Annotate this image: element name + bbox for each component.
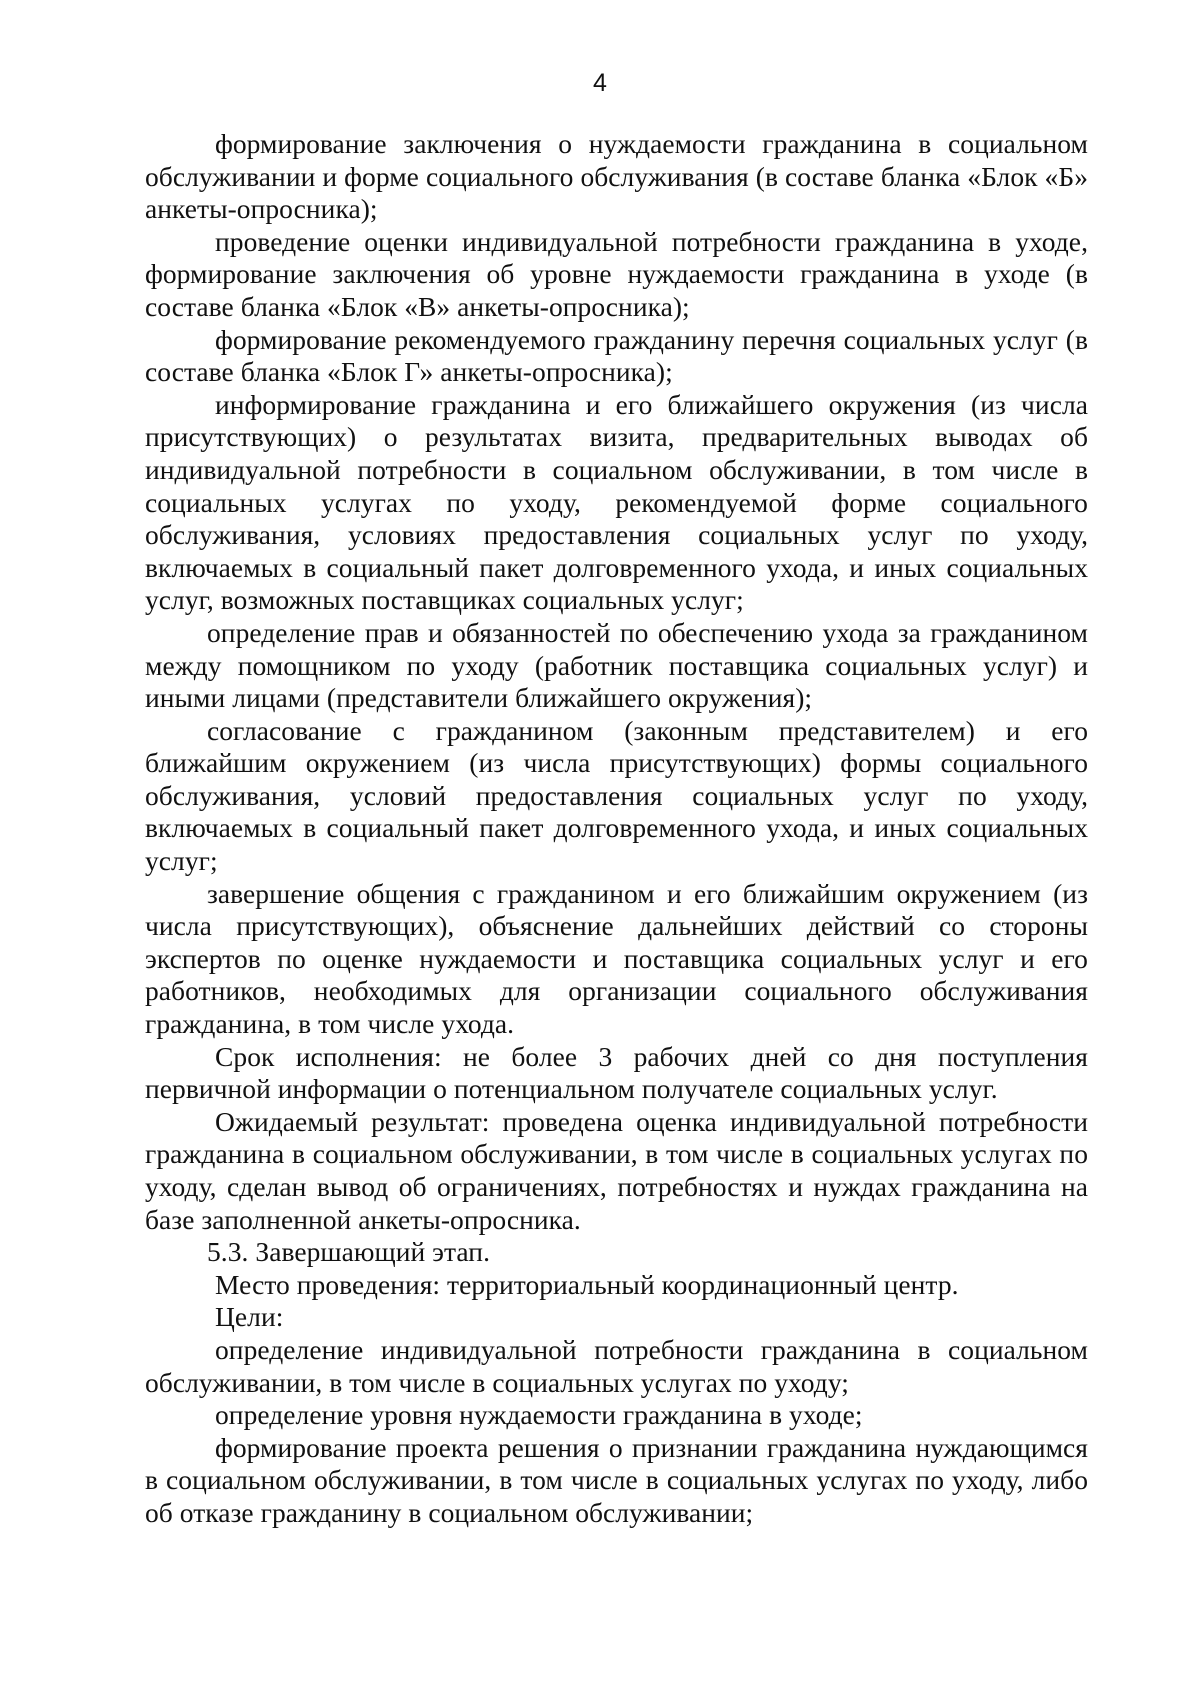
paragraph-rights-duties: определение прав и обязанностей по обеспечению ухода за гражданином между помощником по уходу (работник поставщика социальных услуг) и иными лицами (представители ближайшего окружения); — [145, 616, 1088, 714]
paragraph-completion: завершение общения с гражданином и его ближайшим окружением (из числа присутствующих), объяснение дальнейших действий со стороны экспертов по оценке нуждаемости и поставщика социальных услуг и его работников, необходимых для организации социального обслуживания гражданина, в том числе ухода. — [145, 877, 1088, 1040]
paragraph-care-assessment: проведение оценки индивидуальной потребности гражданина в уходе, формирование заключения об уровне нуждаемости гражданина в уходе (в составе бланка «Блок «В» анкеты-опросника); — [145, 225, 1088, 322]
paragraph-expected-result: Ожидаемый результат: проведена оценка индивидуальной потребности гражданина в социальном обслуживании, в том числе в социальных услугах по уходу, сделан вывод об ограничениях, потребностях и нуждах гражданина на базе заполненной анкеты-опросника. — [145, 1105, 1088, 1235]
paragraph-goal-need: определение индивидуальной потребности гражданина в социальном обслуживании, в том числе в социальных услугах по уходу; — [145, 1333, 1088, 1398]
paragraph-goal-decision: формирование проекта решения о признании гражданина нуждающимся в социальном обслуживании, в том числе в социальных услугах по уходу, либо об отказе гражданину в социальном обслуживании; — [145, 1431, 1088, 1528]
paragraph-services-list: формирование рекомендуемого гражданину перечня социальных услуг (в составе бланка «Блок Г» анкеты-опросника); — [145, 323, 1088, 388]
paragraph-deadline: Срок исполнения: не более 3 рабочих дней со дня поступления первичной информации о потенциальном получателе социальных услуг. — [145, 1040, 1088, 1105]
paragraph-goals-label: Цели: — [215, 1301, 284, 1333]
document-body — [145, 128, 1088, 1530]
paragraph-informing: информирование гражданина и его ближайшего окружения (из числа присутствующих) о результатах визита, предварительных выводах об индивидуальной потребности в социальном обслуживании, в том числе в социальных услугах по уходу, рекомендуемой форме социального обслуживания, условиях предоставления социальных услуг по уходу, включаемых в социальный пакет долговременного ухода, и иных социальных услуг, возможных поставщиках социальных услуг; — [145, 388, 1088, 616]
page-number: 4 — [593, 69, 607, 97]
paragraph-venue: Место проведения: территориальный координационный центр. — [215, 1268, 959, 1300]
paragraph-conclusion-form: формирование заключения о нуждаемости гражданина в социальном обслуживании и форме социального обслуживания (в составе бланка «Блок «Б» анкеты-опросника); — [145, 128, 1088, 225]
paragraph-goal-care-level: определение уровня нуждаемости гражданина в уходе; — [215, 1399, 863, 1431]
section-heading-final-stage: 5.3. Завершающий этап. — [207, 1236, 490, 1268]
paragraph-agreement: согласование с гражданином (законным представителем) и его ближайшим окружением (из числа присутствующих) формы социального обслуживания, условий предоставления социальных услуг по уходу, включаемых в социальный пакет долговременного ухода, и иных социальных услуг; — [145, 714, 1088, 877]
